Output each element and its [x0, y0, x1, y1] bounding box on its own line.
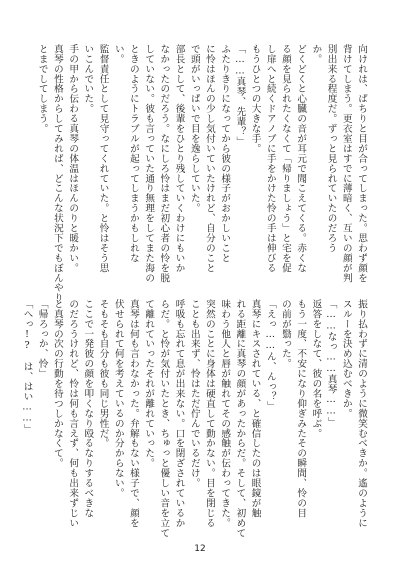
text-line: 呼吸も忘れて息が出来ない。口を閉ざされているか — [173, 299, 185, 528]
text-line: 監督責任として見守ってくれていた。と怜はそう思 — [97, 44, 109, 273]
text-line: のだろうけれど、怜は何も言えず、何も出来ずじい — [67, 299, 79, 528]
text-line: 「へっ!? は、はい……」 — [21, 299, 33, 434]
text-line: どくどくと心臓の音が耳元で聞こえてくる。赤くな — [295, 44, 307, 273]
text-line: 突然のことに身体は硬直して動かない。目を閉じる — [203, 299, 215, 528]
text-line: 真琴の性格からしてみれば、どこんな状況下でもぼんやり — [51, 44, 63, 303]
text-line: 振り払わずに清のように微笑むべきか。遙のように — [356, 299, 367, 528]
text-line: 背けてしまう。更衣室はすでに薄暗く、互いの顔が判 — [340, 44, 352, 283]
lower-text-block — [21, 299, 369, 538]
text-line: ときのようにトラブルが起ってしまうかもしれな — [127, 44, 139, 263]
text-line: そもそも自分も彼も同じ男性だ。 — [97, 299, 109, 449]
text-line: とまでしてしまう。 — [36, 44, 48, 134]
text-line: に怜はほんの少し気付いていたけれど、自分のこと — [203, 44, 215, 273]
text-line: もうひとつの大きな手。 — [249, 44, 261, 154]
text-line: 真琴にキスされている、と確信したのは眼鏡が触 — [249, 299, 261, 518]
text-line: いこんでいた。 — [82, 44, 94, 114]
text-line: 向けれは、ぱちりと目が合ってしまった。思わず顔を — [356, 44, 367, 283]
text-line: の前が翳った。 — [279, 299, 291, 369]
text-line: していない。彼も言っていた通り無理をしてまた海の — [143, 44, 155, 283]
text-line: もう一度、不安になり仰ぎみたその瞬間、怜の目 — [295, 299, 307, 518]
text-line: 「……真琴、先輩？」 — [234, 44, 246, 147]
page-number: 12 — [194, 544, 206, 554]
text-line: れる距離に真琴の顔があったからだ。そして、初めて — [234, 299, 246, 538]
text-line: 真琴は何も言わなかった。弁解もない様子で、顔を — [127, 299, 139, 528]
text-line: らだ。と怜が気付いたとき、ちゅっと優しい音を立て — [158, 299, 170, 538]
text-line: か。 — [310, 44, 322, 64]
text-line: し扉へと続くドアノブに手をかけた怜の手は伸びる — [264, 44, 276, 273]
text-line: 手の甲から伝わる真琴の体温はほんのりと暖かい。 — [67, 44, 79, 273]
upper-text-block — [29, 44, 369, 303]
text-line: ことも出来ず、怜はただ佇んでいるだけ。 — [188, 299, 200, 489]
text-line: 伏せられて何を考えているのか分からない。 — [112, 299, 124, 498]
text-line: スルーを決め込むべきか。 — [340, 299, 352, 419]
text-line: 味わう他人と唇が触れてその感触が伝わってきた。 — [219, 299, 231, 528]
text-line: ここで一発彼の顔を叩くなり殴るなりするべきな — [82, 299, 94, 518]
text-line: 「……なっ……真琴……」 — [325, 299, 337, 427]
text-line: て離れていったそれが離れていった。 — [143, 299, 155, 469]
text-line: 返答をしなて、彼の名を呼ぶ。 — [310, 299, 322, 439]
text-line: ふたりきりになってから彼の様子がおかしいこと — [219, 44, 231, 263]
text-line: なかったのだろう。なにしろ怜はまだ初心者の怜を脱 — [158, 44, 170, 283]
text-line: る顔を見られたくなくて「帰りましょう」と宅を促 — [279, 44, 291, 273]
text-line: 「帰ろっか、怜」 — [36, 299, 48, 379]
text-line: と真琴の次の行動を待つしかなくて。 — [51, 299, 63, 469]
text-line: い。 — [112, 44, 124, 64]
text-line: 別出来る程度だ。ずっと見られていたのだろう — [325, 44, 337, 253]
text-line: 部長として、後輩をひとり残していくわけにもいか — [173, 44, 185, 273]
text-line: 「えっ……ん、んっ？」 — [264, 299, 276, 412]
text-line: で頭がいっぱいで目を逸らしていた。 — [188, 44, 200, 214]
